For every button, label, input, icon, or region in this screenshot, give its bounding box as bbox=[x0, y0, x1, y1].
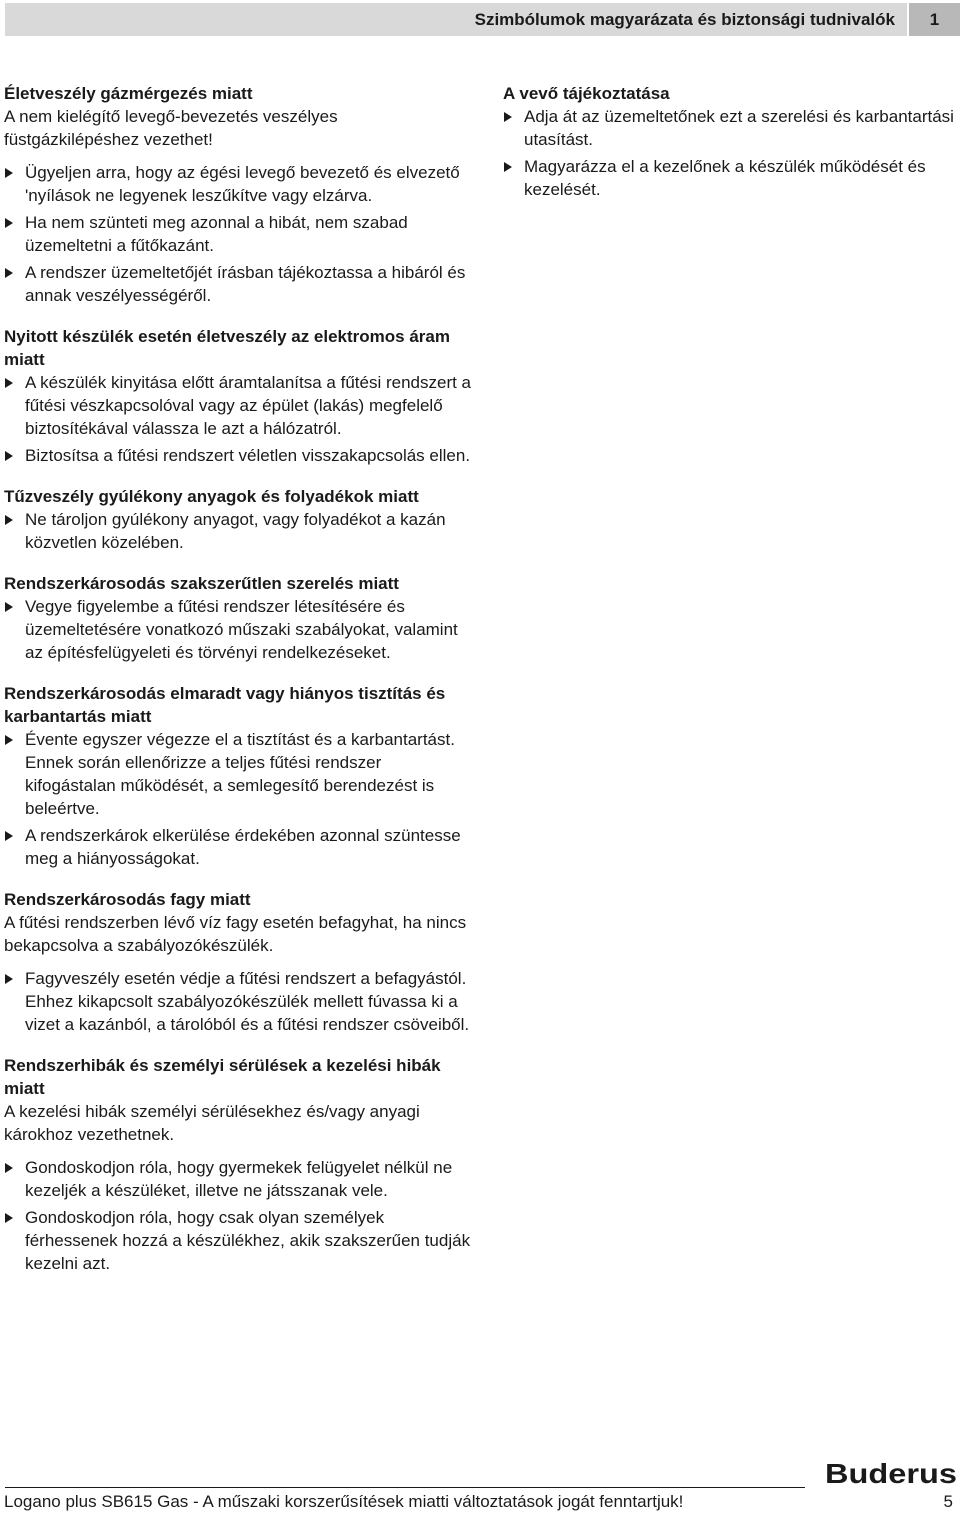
bullet-item: A rendszer üzemeltetőjét írásban tájékoztassa a hibáról és annak veszélyességéről. bbox=[4, 261, 474, 307]
safety-section bbox=[4, 1054, 474, 1275]
safety-section bbox=[4, 682, 474, 870]
safety-section bbox=[4, 485, 474, 554]
arrow-right-icon bbox=[5, 974, 13, 984]
arrow-right-icon bbox=[504, 162, 512, 172]
safety-section bbox=[4, 888, 474, 1036]
bullet-list bbox=[4, 728, 474, 870]
bullet-item: Ha nem szünteti meg azonnal a hibát, nem szabad üzemeltetni a fűtőkazánt. bbox=[4, 211, 474, 257]
arrow-right-icon bbox=[5, 218, 13, 228]
section-heading: Rendszerhibák és személyi sérülések a kezelési hibák miatt bbox=[4, 1056, 441, 1098]
bullet-item: Gondoskodjon róla, hogy gyermekek felügyelet nélkül ne kezeljék a készüléket, illetve ne játsszanak vele. bbox=[4, 1156, 474, 1202]
section-intro: A nem kielégítő levegő-bevezetés veszélyes füstgázkilépéshez vezethet! bbox=[4, 107, 338, 149]
bullet-item: Ügyeljen arra, hogy az égési levegő bevezető és elvezető 'nyílások ne legyenek leszűkítve vagy elzárva. bbox=[4, 161, 474, 207]
safety-section bbox=[4, 572, 474, 664]
right-column bbox=[503, 82, 958, 219]
footer-text: Logano plus SB615 Gas - A műszaki korszerűsítések miatti változtatások jogát fenntartjuk! bbox=[4, 1492, 684, 1511]
arrow-right-icon bbox=[5, 515, 13, 525]
bullet-list bbox=[503, 105, 958, 201]
bullet-item: Biztosítsa a fűtési rendszert véletlen visszakapcsolás ellen. bbox=[4, 444, 474, 467]
arrow-right-icon bbox=[5, 831, 13, 841]
section-intro: A kezelési hibák személyi sérülésekhez és/vagy anyagi károkhoz vezethetnek. bbox=[4, 1102, 420, 1144]
bullet-list bbox=[4, 161, 474, 307]
bullet-item: Fagyveszély esetén védje a fűtési rendszert a befagyástól. Ehhez kikapcsolt szabályozókészülék mellett fúvassa ki a vizet a kazánból, a tárolóból és a fűtési rendszer csöveiből. bbox=[4, 967, 474, 1036]
bullet-item: A rendszerkárok elkerülése érdekében azonnal szüntesse meg a hiányosságokat. bbox=[4, 824, 474, 870]
bullet-item: Magyarázza el a kezelőnek a készülék működését és kezelését. bbox=[503, 155, 958, 201]
arrow-right-icon bbox=[5, 1163, 13, 1173]
buderus-logo bbox=[824, 1457, 958, 1491]
bullet-item: A készülék kinyitása előtt áramtalanítsa a fűtési rendszert a fűtési vészkapcsolóval vagy az épület (lakás) megfelelő biztosítékával válassza le azt a hálózatról. bbox=[4, 371, 474, 440]
bullet-item: Vegye figyelembe a fűtési rendszer létesítésére és üzemeltetésére vonatkozó műszaki szabályokat, valamint az építésfelügyeleti és törvényi rendelkezéseket. bbox=[4, 595, 474, 664]
arrow-right-icon bbox=[5, 168, 13, 178]
header-bar bbox=[5, 3, 907, 36]
arrow-right-icon bbox=[5, 1213, 13, 1223]
footer-divider bbox=[5, 1487, 805, 1488]
safety-section bbox=[4, 82, 474, 307]
arrow-right-icon bbox=[5, 602, 13, 612]
page-number: 5 bbox=[943, 1492, 953, 1511]
section-title: Szimbólumok magyarázata és biztonsági tudnivalók bbox=[474, 9, 895, 29]
section-heading: Tűzveszély gyúlékony anyagok és folyadékok miatt bbox=[4, 487, 419, 506]
section-heading: A vevő tájékoztatása bbox=[503, 84, 670, 103]
arrow-right-icon bbox=[5, 378, 13, 388]
customer-info-section bbox=[503, 82, 958, 201]
bullet-list bbox=[4, 967, 474, 1036]
chapter-number-badge: 1 bbox=[909, 3, 960, 36]
section-heading: Rendszerkárosodás elmaradt vagy hiányos tisztítás és karbantartás miatt bbox=[4, 684, 446, 726]
arrow-right-icon bbox=[5, 451, 13, 461]
bullet-list bbox=[4, 595, 474, 664]
bullet-list bbox=[4, 508, 474, 554]
section-heading: Nyitott készülék esetén életveszély az elektromos áram miatt bbox=[4, 327, 450, 369]
section-heading: Életveszély gázmérgezés miatt bbox=[4, 84, 253, 103]
bullet-item: Ne tároljon gyúlékony anyagot, vagy folyadékot a kazán közvetlen közelében. bbox=[4, 508, 474, 554]
svg-text:Buderus: Buderus bbox=[825, 1458, 957, 1489]
bullet-list bbox=[4, 371, 474, 467]
arrow-right-icon bbox=[504, 112, 512, 122]
arrow-right-icon bbox=[5, 268, 13, 278]
bullet-item: Gondoskodjon róla, hogy csak olyan személyek férhessenek hozzá a készülékhez, akik szakszerűen tudják kezelni azt. bbox=[4, 1206, 474, 1275]
arrow-right-icon bbox=[5, 735, 13, 745]
section-intro: A fűtési rendszerben lévő víz fagy esetén befagyhat, ha nincs bekapcsolva a szabályozókészülék. bbox=[4, 913, 467, 955]
bullet-item: Adja át az üzemeltetőnek ezt a szerelési és karbantartási utasítást. bbox=[503, 105, 958, 151]
bullet-list bbox=[4, 1156, 474, 1275]
section-heading: Rendszerkárosodás szakszerűtlen szerelés miatt bbox=[4, 574, 399, 593]
section-heading: Rendszerkárosodás fagy miatt bbox=[4, 890, 251, 909]
left-column bbox=[4, 82, 474, 1293]
bullet-item: Évente egyszer végezze el a tisztítást és a karbantartást. Ennek során ellenőrizze a teljes fűtési rendszer kifogástalan működését, a semlegesítő berendezést is beleértve. bbox=[4, 728, 474, 820]
safety-section bbox=[4, 325, 474, 467]
